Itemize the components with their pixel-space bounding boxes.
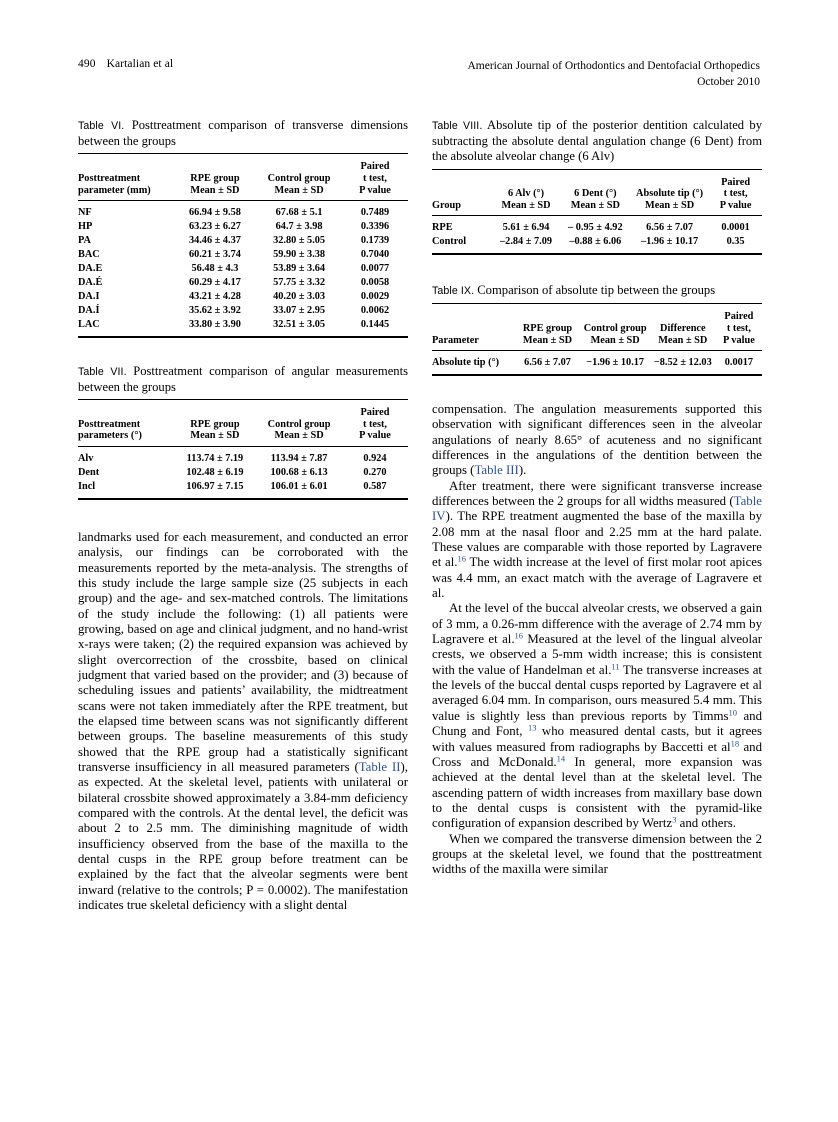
table-vi-col-rpe: RPE group Mean ± SD <box>190 173 240 196</box>
table-vi-block <box>78 118 408 338</box>
table-viii-block <box>432 118 762 255</box>
table-vii-body <box>78 447 408 499</box>
cell-parameter: Incl <box>78 480 96 492</box>
cell-group: Control <box>432 235 467 247</box>
page-folio: 490 <box>78 58 96 70</box>
cell-parameter: DA.E <box>78 262 103 274</box>
table-vi-col-parameter: Posttreatment parameter (mm) <box>78 173 151 196</box>
table-viii-col-dent: 6 Dent (°) Mean ± SD <box>570 188 620 211</box>
table-vii-col-pvalue: Paired t test, P value <box>359 407 391 442</box>
table-row <box>78 276 408 290</box>
table-viii-header-row <box>432 169 762 216</box>
table-vii-caption <box>78 364 408 395</box>
cell-control: 106.01 ± 6.01 <box>270 480 328 492</box>
cell-alv: 5.61 ± 6.94 <box>502 221 550 233</box>
right-p3-part3: The transverse increases at the levels of the buccal dental cusps reported by Lagravere et al averaged 6.04 mm. In comparison, ours measured 5.4 mm. This value is slightly less than previous reports by Timms <box>432 662 762 723</box>
left-p1-part2: ), as expected. At the skeletal level, patients with unilateral or bilateral crossbite showed approximately a 3.84-mm deficiency compared with the controls. At the dental level, the deficit was about 2 to 2.5 mm. The diminishing magnitude of width insufficiency observed from the base of the maxilla to the dental cusps in the RPE group before treatment can be explained by the fact that the alveolar segments were bent inward (relative to the controls; P = 0.0002). The manifestation indicates true skeletal deficiency with a slight dental <box>78 759 408 913</box>
cell-parameter: NF <box>78 206 92 218</box>
right-p3-part5: who measured dental casts, but it agrees with values measured from radiographs by Baccetti et al <box>432 724 762 754</box>
cell-pvalue: 0.7489 <box>360 206 390 218</box>
table-ix-body <box>432 351 762 375</box>
table-ix-col-control: Control group Mean ± SD <box>583 322 647 346</box>
table-ix-caption <box>432 283 762 299</box>
cell-parameter: Absolute tip (°) <box>432 356 500 368</box>
cell-parameter: PA <box>78 234 91 246</box>
table-ix-head <box>432 304 762 351</box>
cell-difference: −8.52 ± 12.03 <box>653 356 712 368</box>
table-row <box>78 317 408 336</box>
cell-rpe: 43.21 ± 4.28 <box>188 290 241 302</box>
reference-13[interactable]: 13 <box>527 722 537 733</box>
table-vii-col-control: Control group Mean ± SD <box>267 418 331 442</box>
right-p2-part2: ). The RPE treatment augmented the base of the maxilla by 2.08 mm at the nasal floor and 2.25 mm at the hard palate. These values are comparable with those reported by Lagravere et al. <box>432 509 762 570</box>
cell-parameter: BAC <box>78 248 100 260</box>
table-viii-caption <box>432 118 762 165</box>
table-row <box>78 248 408 262</box>
table-row <box>78 447 408 466</box>
table-vii-label: Table VII. <box>78 365 127 378</box>
right-p2-part3: The width increase at the level of first molar root apices was 4.4 mm, an exact match with the average of Lagravere et al. <box>432 555 762 601</box>
xref-table-iv[interactable]: Table IV <box>432 494 762 524</box>
table-vii <box>78 399 408 500</box>
reference-16b[interactable]: 16 <box>514 630 524 641</box>
cell-dent: – 0.95 ± 4.92 <box>568 221 623 233</box>
table-ix-col-pvalue: Paired t test, P value <box>723 311 755 346</box>
right-paragraph-2 <box>432 479 762 602</box>
table-vi-caption <box>78 118 408 149</box>
cell-rpe: 63.23 ± 6.27 <box>188 220 241 232</box>
cell-control: 59.90 ± 3.38 <box>273 248 326 260</box>
running-head <box>78 58 760 104</box>
right-p1-part1: compensation. The angulation measurements supported this observation with significant differences seen in the alveolar angulations of nearly 8.65° of acuteness and no significant differences in the angulations of the dentition between the groups ( <box>432 401 762 478</box>
table-viii <box>432 169 762 256</box>
cell-rpe: 60.29 ± 4.17 <box>188 276 241 288</box>
reference-16a[interactable]: 16 <box>457 553 466 564</box>
cell-control: 67.68 ± 5.1 <box>275 206 323 218</box>
right-p3-part8: and others. <box>676 816 736 831</box>
reference-14[interactable]: 14 <box>556 753 566 764</box>
cell-rpe: 113.74 ± 7.19 <box>186 452 244 464</box>
table-ix-label: Table IX. <box>432 285 475 298</box>
cell-alv: –2.84 ± 7.09 <box>500 235 553 247</box>
table-viii-col-alv: 6 Alv (°) Mean ± SD <box>501 188 551 211</box>
table-ix-block <box>432 283 762 376</box>
cell-control: 113.94 ± 7.87 <box>270 452 328 464</box>
right-p3-part6: and Cross and McDonald. <box>432 739 762 769</box>
table-row <box>78 220 408 234</box>
table-viii-body <box>432 216 762 254</box>
cell-rpe: 33.80 ± 3.90 <box>188 318 241 330</box>
table-vii-title: Posttreatment comparison of angular measurements between the groups <box>78 363 408 395</box>
table-ix <box>432 303 762 376</box>
cell-pvalue: 0.924 <box>363 452 387 464</box>
table-row <box>432 351 762 375</box>
cell-group: RPE <box>432 221 453 233</box>
table-ix-col-difference: Difference Mean ± SD <box>658 322 708 346</box>
cell-pvalue: 0.0001 <box>721 221 750 233</box>
reference-3[interactable]: 3 <box>672 814 677 825</box>
table-vii-col-parameter: Posttreatment parameters (°) <box>78 418 142 442</box>
cell-parameter: Alv <box>78 452 94 464</box>
cell-rpe: 66.94 ± 9.58 <box>188 206 241 218</box>
table-row <box>78 201 408 220</box>
table-vi-label: Table VI. <box>78 120 125 132</box>
table-vi-col-control: Control group Mean ± SD <box>267 173 331 196</box>
cell-pvalue: 0.0029 <box>360 290 390 302</box>
table-vii-block <box>78 364 408 500</box>
left-paragraph-1 <box>78 530 408 914</box>
table-ix-header-row <box>432 304 762 351</box>
cell-rpe: 34.46 ± 4.37 <box>188 234 241 246</box>
table-vi-head <box>78 154 408 201</box>
right-paragraph-3 <box>432 601 762 831</box>
table-row <box>78 262 408 276</box>
table-vi-col-pvalue: Paired t test, P value <box>359 161 391 196</box>
table-vi-header-row <box>78 154 408 201</box>
running-head-left <box>78 58 173 70</box>
table-viii-col-absolute-tip: Absolute tip (°) Mean ± SD <box>636 188 704 211</box>
table-ix-col-parameter: Parameter <box>432 334 479 346</box>
right-p3-part1: At the level of the buccal alveolar crests, we observed a gain of 3 mm, a 0.26-mm difference with the average of 2.74 mm by Lagravere et al. <box>432 601 762 647</box>
cell-control: 57.75 ± 3.32 <box>273 276 326 288</box>
cell-parameter: HP <box>78 220 93 232</box>
cell-parameter: LAC <box>78 318 100 330</box>
right-body-text <box>432 402 762 878</box>
cell-rpe: 106.97 ± 7.15 <box>186 480 244 492</box>
cell-pvalue: 0.3396 <box>360 220 390 232</box>
right-column <box>432 118 762 878</box>
cell-control: 53.89 ± 3.64 <box>273 262 326 274</box>
left-p1-part1: landmarks used for each measurement, and conducted an error analysis, our findings can be corroborated with the measurements reported by the meta-analysis. The strengths of this study include the large sample size (25 subjects in each group) and the age- and sex-matched controls. The limitations of the study include the following: (1) all patients were growing, based on age and clinical judgment, and no hand-wrist x-rays were taken; (2) the required expansion was achieved by slight overcorrection of the crossbite, based on clinical judgment that varied based on the provider; and (3) because of scheduling issues and patients’ availability, the midtreatment scans were not taken immediately after the RPE treatment, but the elapsed time between scans was not significantly different between groups. The baseline measurements of this study showed that the RPE group had a statistically significant transverse insufficiency in all measured parameters ( <box>78 529 408 774</box>
right-paragraph-1 <box>432 402 762 479</box>
cell-pvalue: 0.1445 <box>360 318 390 330</box>
cell-pvalue: 0.7040 <box>360 248 390 260</box>
table-viii-col-pvalue: Paired t test, P value <box>719 176 752 211</box>
table-row <box>78 479 408 498</box>
cell-parameter: DA.É <box>78 276 103 288</box>
table-row <box>432 216 762 235</box>
table-row <box>78 465 408 479</box>
table-row <box>78 234 408 248</box>
xref-table-iii[interactable]: Table III <box>474 463 519 478</box>
cell-rpe: 35.62 ± 3.92 <box>188 304 241 316</box>
table-row <box>78 303 408 317</box>
cell-absolute-tip: 6.56 ± 7.07 <box>646 221 693 233</box>
cell-pvalue: 0.0058 <box>360 276 390 288</box>
table-vi-title: Posttreatment comparison of transverse dimensions between the groups <box>78 118 408 149</box>
cell-rpe: 60.21 ± 3.74 <box>188 248 241 260</box>
table-vi-body <box>78 201 408 337</box>
cell-pvalue: 0.0017 <box>724 356 754 368</box>
cell-pvalue: 0.35 <box>726 235 745 247</box>
cell-parameter: Dent <box>78 466 100 478</box>
cell-rpe: 56.48 ± 4.3 <box>191 262 239 274</box>
table-vii-head <box>78 400 408 447</box>
right-p3-part2: Measured at the level of the lingual alveolar crests, we observed a 5-mm width increase; this is consistent with the value of Handelman et al. <box>432 632 762 677</box>
table-viii-title: Absolute tip of the posterior dentition calculated by subtracting the absolute dental angulation change (6 Dent) from the absolute alveolar change (6 Alv) <box>432 118 762 164</box>
xref-table-ii[interactable]: Table II <box>358 759 401 774</box>
right-paragraph-4: When we compared the transverse dimension between the 2 groups at the skeletal level, we found that the posttreatment widths of the maxilla were similar <box>432 831 762 877</box>
cell-pvalue: 0.270 <box>363 466 387 478</box>
cell-control: 33.07 ± 2.95 <box>273 304 326 316</box>
cell-control: 40.20 ± 3.03 <box>273 290 326 302</box>
right-p1-part2: ). <box>518 463 527 478</box>
cell-rpe: 6.56 ± 7.07 <box>524 356 571 368</box>
cell-control: 32.80 ± 5.05 <box>273 234 326 246</box>
left-body-text <box>78 530 408 914</box>
running-head-right <box>467 58 760 90</box>
cell-pvalue: 0.1739 <box>360 234 390 246</box>
cell-absolute-tip: –1.96 ± 10.17 <box>641 235 699 247</box>
cell-rpe: 102.48 ± 6.19 <box>186 466 244 478</box>
cell-parameter: DA.Í <box>78 304 100 316</box>
cell-control: 100.68 ± 6.13 <box>270 466 328 478</box>
table-row <box>78 290 408 304</box>
right-p3-part4: and Chung and Font, <box>432 708 762 739</box>
table-ix-col-rpe: RPE group Mean ± SD <box>522 322 573 346</box>
cell-control: 64.7 ± 3.98 <box>275 220 323 232</box>
running-head-authors: Kartalian et al <box>106 58 174 70</box>
table-ix-title: Comparison of absolute tip between the groups <box>477 283 716 298</box>
table-viii-label: Table VIII. <box>432 120 483 132</box>
issue-date: October 2010 <box>697 76 760 88</box>
right-p2-part1: After treatment, there were significant transverse increase differences between the 2 groups for all widths measured ( <box>432 478 762 509</box>
left-column <box>78 118 408 913</box>
cell-pvalue: 0.587 <box>363 480 387 492</box>
cell-pvalue: 0.0077 <box>360 262 390 274</box>
cell-parameter: DA.I <box>78 290 100 302</box>
reference-18[interactable]: 18 <box>730 738 740 749</box>
table-vi <box>78 153 408 337</box>
cell-dent: –0.88 ± 6.06 <box>569 235 622 247</box>
table-row <box>432 235 762 254</box>
cell-control: 32.51 ± 3.05 <box>273 318 326 330</box>
table-viii-col-group: Group <box>432 199 461 211</box>
right-p3-part7: In general, more expansion was achieved at the dental level than at the skeletal level. The ascending pattern of width increases from maxillary base down to the dental cusps is consistent with the pyramid-like configuration of expansion described by Wertz <box>432 754 763 831</box>
journal-title: American Journal of Orthodontics and Dentofacial Orthopedics <box>467 60 760 72</box>
table-viii-head <box>432 169 762 216</box>
cell-pvalue: 0.0062 <box>360 304 390 316</box>
table-vii-header-row <box>78 400 408 447</box>
reference-11[interactable]: 11 <box>611 661 620 672</box>
table-vii-col-rpe: RPE group Mean ± SD <box>190 418 240 442</box>
reference-10[interactable]: 10 <box>728 707 737 718</box>
cell-control: −1.96 ± 10.17 <box>586 356 645 368</box>
